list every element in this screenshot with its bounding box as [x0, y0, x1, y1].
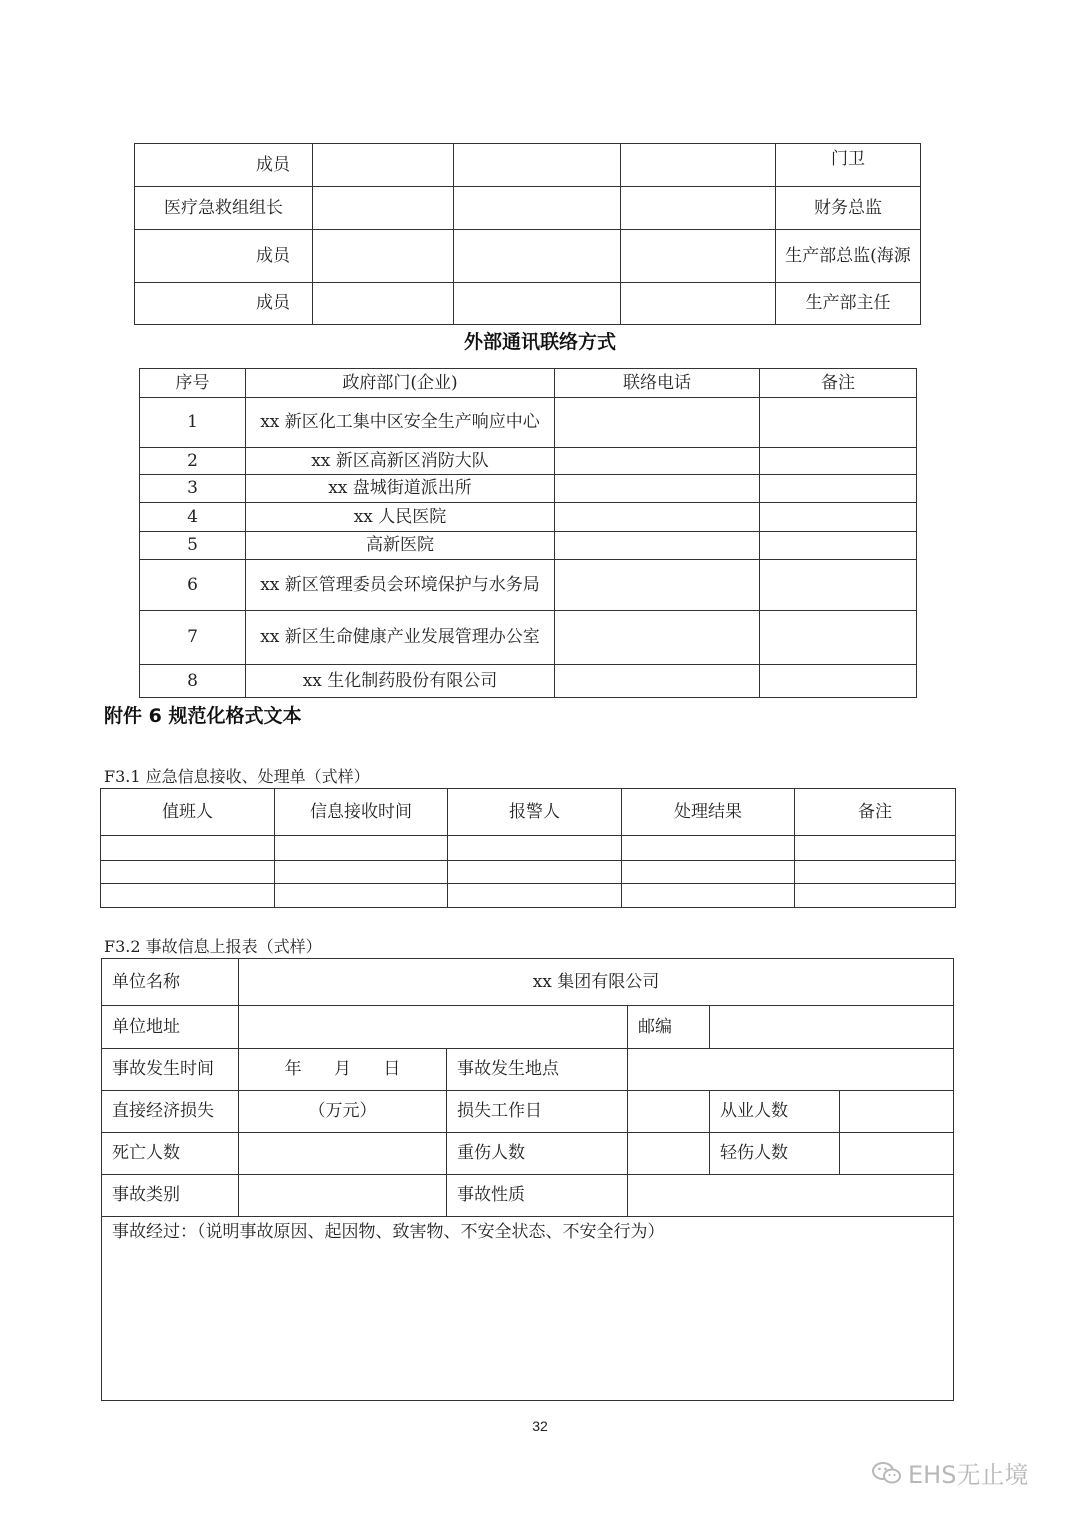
note-cell: 生产部主任 [776, 283, 921, 325]
loss-label: 直接经济损失 [102, 1091, 239, 1133]
time-value: 年 月 日 [239, 1049, 447, 1091]
header-receive-time: 信息接收时间 [275, 789, 448, 836]
row-number: 6 [140, 560, 246, 611]
row-number: 5 [140, 532, 246, 560]
employees-label: 从业人数 [710, 1091, 840, 1133]
dept-name: xx 新区高新区消防大队 [246, 448, 555, 475]
wechat-icon [872, 1461, 902, 1485]
dept-name: xx 新区化工集中区安全生产响应中心 [246, 398, 555, 448]
dept-name: xx 生化制药股份有限公司 [246, 665, 555, 698]
table-row [140, 475, 917, 503]
table-row [102, 1217, 954, 1401]
watermark [872, 1455, 1028, 1490]
process-description: 事故经过：（说明事故原因、起因物、致害物、不安全状态、不安全行为） [102, 1217, 954, 1401]
f31-table [100, 788, 956, 908]
table-row [135, 230, 921, 283]
table-row [102, 1006, 954, 1049]
table-row [140, 560, 917, 611]
unit-name-value: xx 集团有限公司 [239, 959, 954, 1006]
header-phone: 联络电话 [555, 369, 760, 398]
minor-label: 轻伤人数 [710, 1133, 840, 1175]
serious-label: 重伤人数 [447, 1133, 628, 1175]
header-note: 备注 [760, 369, 917, 398]
f32-table [101, 958, 954, 1401]
table-row [140, 503, 917, 532]
note-cell: 财务总监 [776, 187, 921, 230]
external-contacts-table [139, 368, 917, 698]
external-contacts-title: 外部通讯联络方式 [463, 331, 616, 353]
header-note: 备注 [795, 789, 956, 836]
table-row [140, 665, 917, 698]
table-row [102, 1049, 954, 1091]
dept-name: 高新医院 [246, 532, 555, 560]
table-row [140, 448, 917, 475]
postcode-label: 邮编 [628, 1006, 710, 1049]
postcode-value [710, 1006, 954, 1049]
table-row [101, 884, 956, 908]
header-result: 处理结果 [622, 789, 795, 836]
table-row [102, 1133, 954, 1175]
unit-address-label: 单位地址 [102, 1006, 239, 1049]
minor-value [840, 1133, 954, 1175]
role-cell: 成员 [135, 283, 313, 325]
row-number: 2 [140, 448, 246, 475]
appendix-title: 附件 6 规范化格式文本 [104, 705, 302, 727]
row-number: 1 [140, 398, 246, 448]
lost-days-label: 损失工作日 [447, 1091, 628, 1133]
row-number: 3 [140, 475, 246, 503]
dept-name: xx 新区生命健康产业发展管理办公室 [246, 611, 555, 665]
dept-name: xx 新区管理委员会环境保护与水务局 [246, 560, 555, 611]
nature-label: 事故性质 [447, 1175, 628, 1217]
table-row [140, 532, 917, 560]
header-dept: 政府部门(企业) [246, 369, 555, 398]
table-row [102, 1091, 954, 1133]
deaths-value [239, 1133, 447, 1175]
table-header-row [140, 369, 917, 398]
table-row [102, 1175, 954, 1217]
note-cell: 生产部总监(海源 [776, 230, 921, 283]
role-cell: 成员 [135, 230, 313, 283]
deaths-label: 死亡人数 [102, 1133, 239, 1175]
time-label: 事故发生时间 [102, 1049, 239, 1091]
header-duty: 值班人 [101, 789, 275, 836]
table-row [135, 144, 921, 187]
table-row [102, 959, 954, 1006]
row-number: 7 [140, 611, 246, 665]
table-row [101, 836, 956, 861]
table-header-row [101, 789, 956, 836]
category-label: 事故类别 [102, 1175, 239, 1217]
place-label: 事故发生地点 [447, 1049, 628, 1091]
dept-name: xx 人民医院 [246, 503, 555, 532]
unit-address-value [239, 1006, 628, 1049]
lost-days-value [628, 1091, 710, 1133]
employees-value [840, 1091, 954, 1133]
header-no: 序号 [140, 369, 246, 398]
row-number: 8 [140, 665, 246, 698]
unit-name-label: 单位名称 [102, 959, 239, 1006]
row-number: 4 [140, 503, 246, 532]
serious-value [628, 1133, 710, 1175]
role-cell: 医疗急救组组长 [135, 187, 313, 230]
nature-value [628, 1175, 954, 1217]
loss-value: （万元） [239, 1091, 447, 1133]
members-table [134, 143, 921, 325]
header-reporter: 报警人 [448, 789, 622, 836]
f32-title: F3.2 事故信息上报表（式样） [104, 937, 322, 956]
page-number: 32 [532, 1418, 548, 1434]
table-row [140, 398, 917, 448]
place-value [628, 1049, 954, 1091]
table-row [101, 861, 956, 884]
dept-name: xx 盘城街道派出所 [246, 475, 555, 503]
note-cell: 门卫 [776, 144, 921, 187]
category-value [239, 1175, 447, 1217]
role-cell: 成员 [135, 144, 313, 187]
table-row [140, 611, 917, 665]
table-row [135, 283, 921, 325]
table-row [135, 187, 921, 230]
watermark-text: EHS无止境 [908, 1461, 1029, 1489]
f31-title: F3.1 应急信息接收、处理单（式样） [104, 767, 370, 786]
